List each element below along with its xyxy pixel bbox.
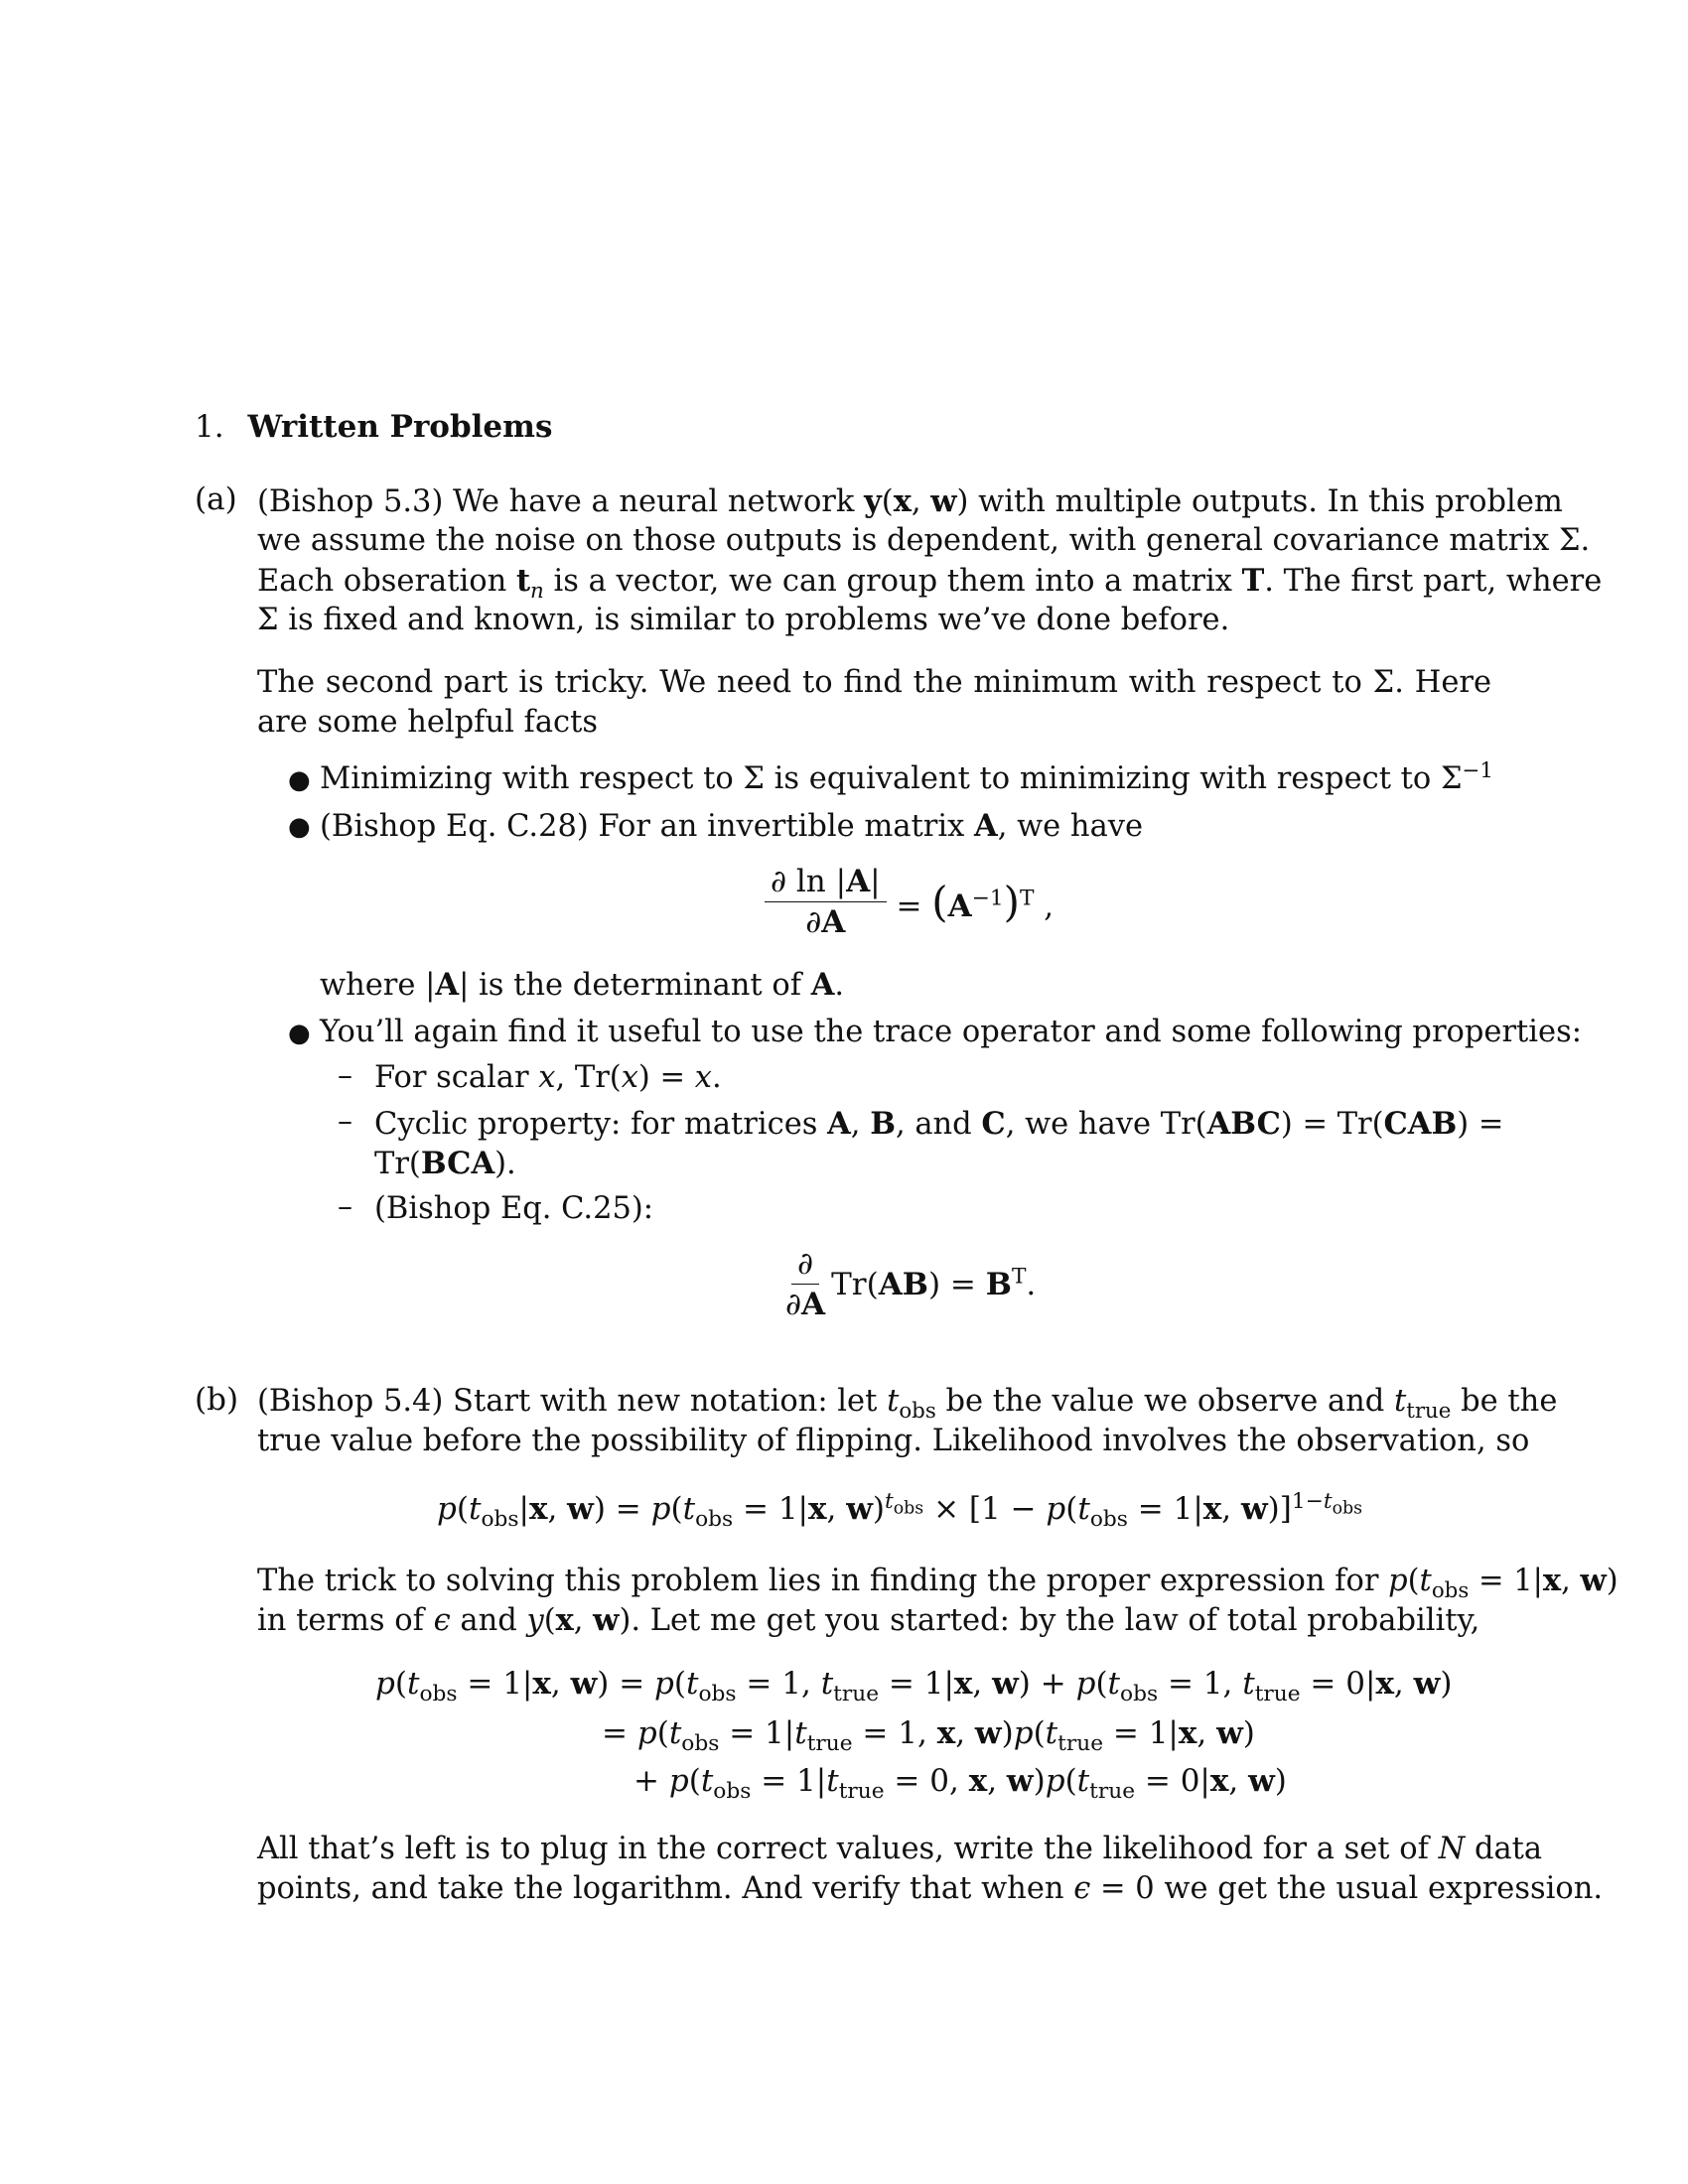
bullet-1-marker: ● [288, 765, 311, 795]
dash-3-marker: – [338, 1189, 352, 1224]
bullet-3-text: You’ll again find it useful to use the trace operator and some following properties: [320, 1015, 1583, 1049]
part-a-intro-line-3: Each obseration $t_n$ is a vector, we can group them into a matrix T. The first part, where [257, 563, 1603, 605]
bullet-3-marker: ● [288, 1019, 311, 1048]
bullet-2-text: (Bishop Eq. C.28) For an invertible matrix A, we have [320, 808, 1144, 844]
part-b-label: (b) [195, 1382, 239, 1418]
bullet-2-marker: ● [288, 812, 311, 842]
dash-2-text-line-2: Tr(BCA). [374, 1146, 516, 1181]
part-b-trick-line-2: in terms of ϵ and y(x, w). Let me get you started: by the law of total probability, [257, 1602, 1480, 1638]
dash-2-text-line-1: Cyclic property: for matrices A, B, and C, we have Tr(ABC) = Tr(CAB) = [374, 1106, 1504, 1142]
equation-total-prob-line-3: + $p(t_{obs} = 1|t_{true} = 0$, x, $w)p(t_{true} = 0|x$, w) [633, 1763, 1287, 1805]
part-b-closing-line-2: points, and take the logarithm. And verify that when ϵ = 0 we get the usual expression. [257, 1871, 1604, 1906]
part-b-intro-line-1: (Bishop 5.4) Start with new notation: let $t_{obs}$ be the value we observe and $t_{true}$ be the [257, 1384, 1558, 1425]
equation-c28: $\frac{\partial \ln |A|}{\partial A}$ = $(A^{-1})^T$ , [765, 864, 1054, 940]
dash-3-text: (Bishop Eq. C.25): [374, 1191, 654, 1226]
dash-1-text: For scalar x, Tr(x) = x. [374, 1060, 722, 1095]
dash-1-marker: – [338, 1058, 352, 1093]
section-title: Written Problems [247, 409, 553, 445]
equation-total-prob-line-2: = $p(t_{obs} = 1|t_{true} = 1$, x, $w)p(t_{true} = 1|x$, w) [602, 1715, 1255, 1757]
determinant-note: where |A| is the determinant of A. [320, 967, 845, 1003]
part-a-intro-line-2: we assume the noise on those outputs is dependent, with general covariance matrix Σ. [257, 523, 1591, 558]
section-number: 1. [195, 409, 224, 445]
part-a-second-part: The second part is tricky. We need to find the minimum with respect to Σ. Here are some helpful facts [257, 665, 1491, 740]
part-a-intro-line-4: Σ is fixed and known, is similar to problems we’ve done before. [257, 603, 1230, 637]
part-b-intro-line-2: true value before the possibility of flipping. Likelihood involves the observation, so [257, 1424, 1530, 1458]
part-b-closing-line-1: All that’s left is to plug in the correct values, write the likelihood for a set of N data [257, 1832, 1543, 1866]
bullet-1-text: Minimizing with respect to Σ is equivalent to minimizing with respect to $\Sigma^{-1}$ [320, 757, 1493, 796]
equation-total-prob-line-1: $p(t_{obs} = 1|x$, $w) = p(t_{obs} = 1$, $t_{true} = 1|x$, $w) + p(t_{obs} = 1$, $t_{true} = 0|x$, w) [375, 1666, 1453, 1707]
section-heading [195, 409, 552, 445]
dash-2-marker: – [338, 1104, 352, 1139]
part-a-intro-line-1: (Bishop 5.3) We have a neural network y(x, w) with multiple outputs. In this problem [257, 483, 1563, 519]
equation-likelihood: $p(t_{obs}|x$, $w) = p(t_{obs} = 1|x$, $w)^{t_{obs}} \times [1 - p(t_{obs} = 1|x$, w)]$^{1-t_{obs}}$ [437, 1488, 1363, 1533]
part-a-label: (a) [195, 481, 237, 517]
equation-c25: $\frac{\partial}{\partial A}$ $Tr(AB) = B^T$. [785, 1246, 1037, 1322]
part-b-trick-line-1: The trick to solving this problem lies in finding the proper expression for $p(t_{obs} = 1|x$, w) [257, 1563, 1618, 1604]
